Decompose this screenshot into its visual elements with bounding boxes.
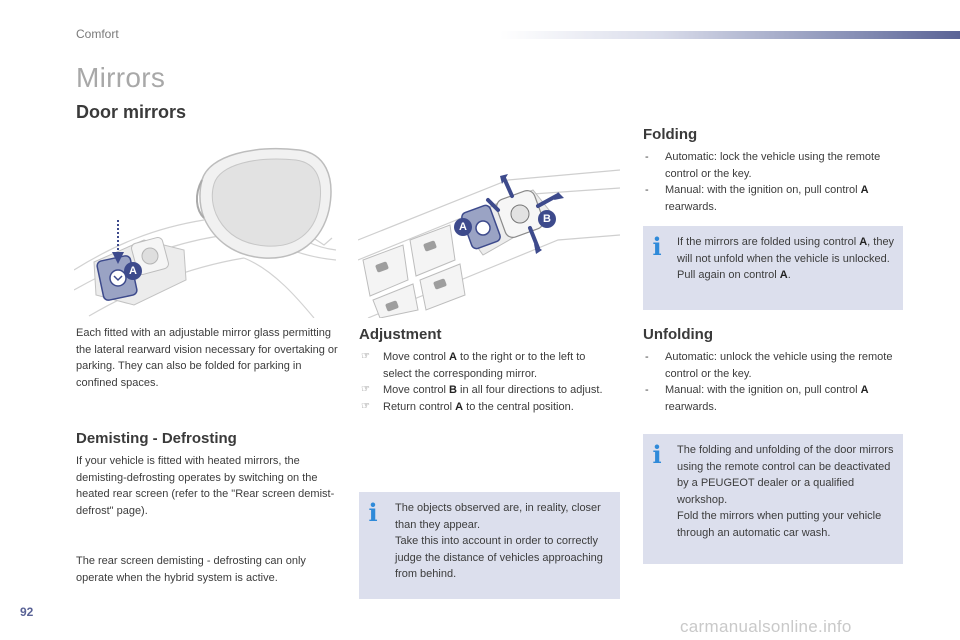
adjustment-step: ☞ Move control A to the right or to the left to select the corresponding mirror. bbox=[359, 349, 617, 382]
section-label: Comfort bbox=[76, 27, 119, 41]
adjustment-steps bbox=[359, 349, 617, 415]
folding-info-box bbox=[643, 226, 903, 310]
page-number: 92 bbox=[20, 605, 34, 619]
adjustment-info-text: The objects observed are, in reality, closer than they appear. Take this into account in order to correctly judge the distance of vehicles approaching from behind. bbox=[395, 502, 603, 580]
adjustment-step: ☞ Move control B in all four directions to adjust. bbox=[359, 382, 617, 399]
door-mirror-illustration bbox=[74, 140, 338, 318]
unfolding-item: - Manual: with the ignition on, pull control A rearwards. bbox=[643, 382, 903, 415]
demisting-para-2: The rear screen demisting - defrosting can only operate when the hybrid system is active. bbox=[76, 555, 306, 584]
switch-panel-illustration bbox=[358, 160, 620, 318]
folding-heading: Folding bbox=[643, 126, 698, 143]
adjustment-heading: Adjustment bbox=[359, 326, 442, 343]
adjustment-info-box bbox=[359, 492, 620, 599]
unfolding-list bbox=[643, 349, 903, 415]
door-mirrors-heading: Door mirrors bbox=[76, 102, 187, 122]
info-icon: i bbox=[652, 232, 662, 261]
door-mirrors-intro: Each fitted with an adjustable mirror glass permitting the lateral rearward vision necessary for overtaking or parking. They can also be folded for parking in confined spaces. bbox=[76, 327, 338, 389]
folding-item: - Manual: with the ignition on, pull control A rearwards. bbox=[643, 182, 903, 215]
adjustment-step: ☞ Return control A to the central position. bbox=[359, 399, 617, 416]
control-b-badge: B bbox=[538, 210, 556, 228]
control-a-badge: A bbox=[124, 262, 142, 280]
page-title: Mirrors bbox=[76, 62, 166, 93]
unfolding-info-text: The folding and unfolding of the door mirrors using the remote control can be deactivated by a PEUGEOT dealer or a qualified workshop. Fold the mirrors when putting your vehicle through an automatic car wash. bbox=[677, 444, 894, 539]
unfolding-info-box bbox=[643, 434, 903, 564]
info-icon: i bbox=[368, 498, 378, 527]
unfolding-heading: Unfolding bbox=[643, 326, 713, 343]
folding-item: - Automatic: lock the vehicle using the remote control or the key. bbox=[643, 149, 903, 182]
folding-info-text: If the mirrors are folded using control A, they will not unfold when the vehicle is unlocked. Pull again on control A. bbox=[677, 236, 895, 281]
info-icon: i bbox=[652, 440, 662, 469]
control-a-badge-right: A bbox=[454, 218, 472, 236]
header-bar bbox=[500, 31, 960, 39]
folding-list bbox=[643, 149, 903, 215]
watermark: carmanualsonline.info bbox=[680, 617, 852, 636]
demisting-para-1: If your vehicle is fitted with heated mirrors, the demisting-defrosting operates by switching on the heated rear screen (refer to the "Rear screen demist-defrost" page). bbox=[76, 455, 335, 517]
unfolding-item: - Automatic: unlock the vehicle using the remote control or the key. bbox=[643, 349, 903, 382]
demisting-heading: Demisting - Defrosting bbox=[76, 430, 237, 447]
